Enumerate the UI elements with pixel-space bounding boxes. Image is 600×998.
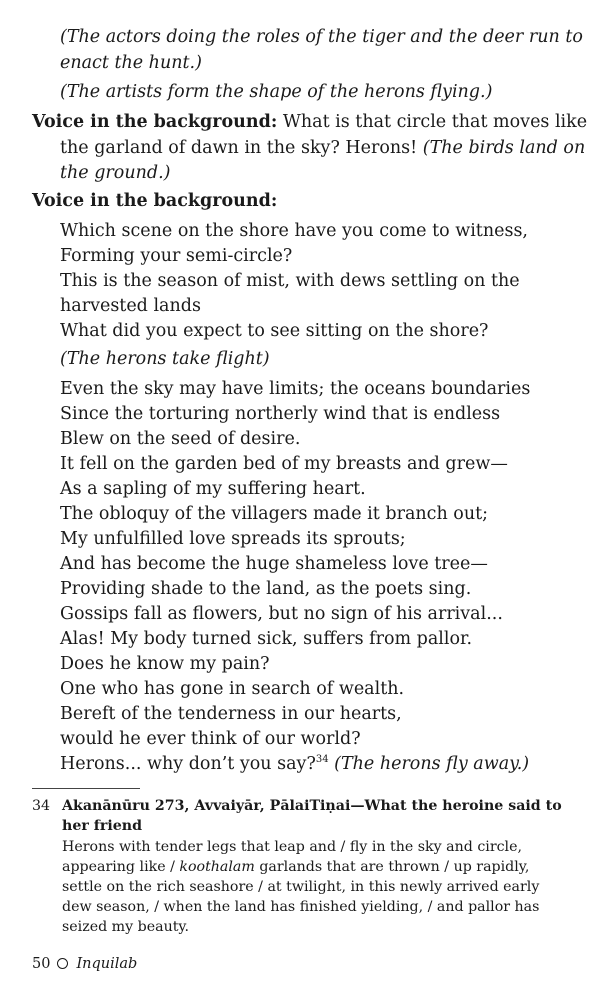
poem-line: Bereft of the tenderness in our hearts, — [60, 704, 402, 724]
stage-direction-inline: (The herons fly away.) — [328, 754, 530, 774]
circle-ornament-icon — [57, 958, 68, 969]
stage-direction: (The herons take flight) — [60, 349, 270, 369]
poem-line: The obloquy of the villagers made it branch out; — [60, 504, 489, 524]
poem-line: Alas! My body turned sick, suffers from pallor. — [60, 629, 473, 649]
page-footer — [32, 954, 137, 974]
footnote-text: appearing like / — [62, 859, 180, 875]
page-number: 50 — [32, 956, 51, 972]
footnote-reference[interactable]: 34 — [315, 754, 329, 766]
poem-line: And has become the huge shameless love tree— — [60, 554, 488, 574]
poem-line: Providing shade to the land, as the poets sing. — [60, 579, 472, 599]
footnote-body: dew season, / when the land has finished yielding, / and pallor has — [62, 899, 540, 915]
footnote-title-cont: her friend — [62, 818, 142, 834]
stage-direction: the ground.) — [60, 163, 171, 183]
dialogue-line — [60, 136, 585, 160]
footnote-title — [32, 797, 562, 816]
poem-text: Herons... why don’t you say? — [60, 754, 316, 774]
voice-line — [32, 110, 587, 134]
poem-line: would he ever think of our world? — [60, 729, 361, 749]
footnote-number: 34 — [32, 798, 51, 814]
dialogue-text: What is that circle that moves like — [277, 112, 588, 132]
poem-line: It fell on the garden bed of my breasts and grew— — [60, 454, 508, 474]
footnote-text: garlands that are thrown / up rapidly, — [254, 859, 530, 875]
poem-line-last — [60, 752, 529, 776]
footnote-body: settle on the rich seashore / at twilight, in this newly arrived early — [62, 879, 540, 895]
stage-direction: (The artists form the shape of the herons flying.) — [60, 82, 493, 102]
poem-line: One who has gone in search of wealth. — [60, 679, 405, 699]
footnote-body: Herons with tender legs that leap and / fly in the sky and circle, — [62, 839, 522, 855]
poem-line: harvested lands — [60, 296, 201, 316]
poem-line: Gossips fall as flowers, but no sign of his arrival... — [60, 604, 503, 624]
footnote-title-text: Akanānūru 273, Avvaiyār, PālaiTiṇai—What the heroine said to — [62, 798, 562, 814]
footnote-italic-term: koothalam — [179, 859, 255, 875]
poem-line: As a sapling of my suffering heart. — [60, 479, 366, 499]
poem-line: This is the season of mist, with dews settling on the — [60, 271, 520, 291]
poem-line: Blew on the seed of desire. — [60, 429, 301, 449]
speaker-label: Voice in the background: — [32, 191, 278, 211]
poem-line: Does he know my pain? — [60, 654, 270, 674]
stage-direction-inline: (The birds land on — [417, 138, 586, 158]
stage-direction: (The actors doing the roles of the tiger and the deer run to — [60, 27, 583, 47]
book-title: Inquilab — [76, 956, 138, 972]
stage-direction: enact the hunt.) — [60, 53, 202, 73]
footnote-body: seized my beauty. — [62, 919, 190, 935]
dialogue-text: the garland of dawn in the sky? Herons! — [60, 138, 418, 158]
poem-line: My unfulfilled love spreads its sprouts; — [60, 529, 406, 549]
poem-line: Since the torturing northerly wind that is endless — [60, 404, 501, 424]
footnote-body — [62, 858, 529, 877]
speaker-label: Voice in the background: — [32, 112, 278, 132]
poem-line: Which scene on the shore have you come to witness, — [60, 221, 528, 241]
poem-line: Even the sky may have limits; the oceans boundaries — [60, 379, 531, 399]
poem-line: What did you expect to see sitting on the shore? — [60, 321, 489, 341]
footnote-rule — [32, 788, 140, 789]
poem-line: Forming your semi-circle? — [60, 246, 293, 266]
